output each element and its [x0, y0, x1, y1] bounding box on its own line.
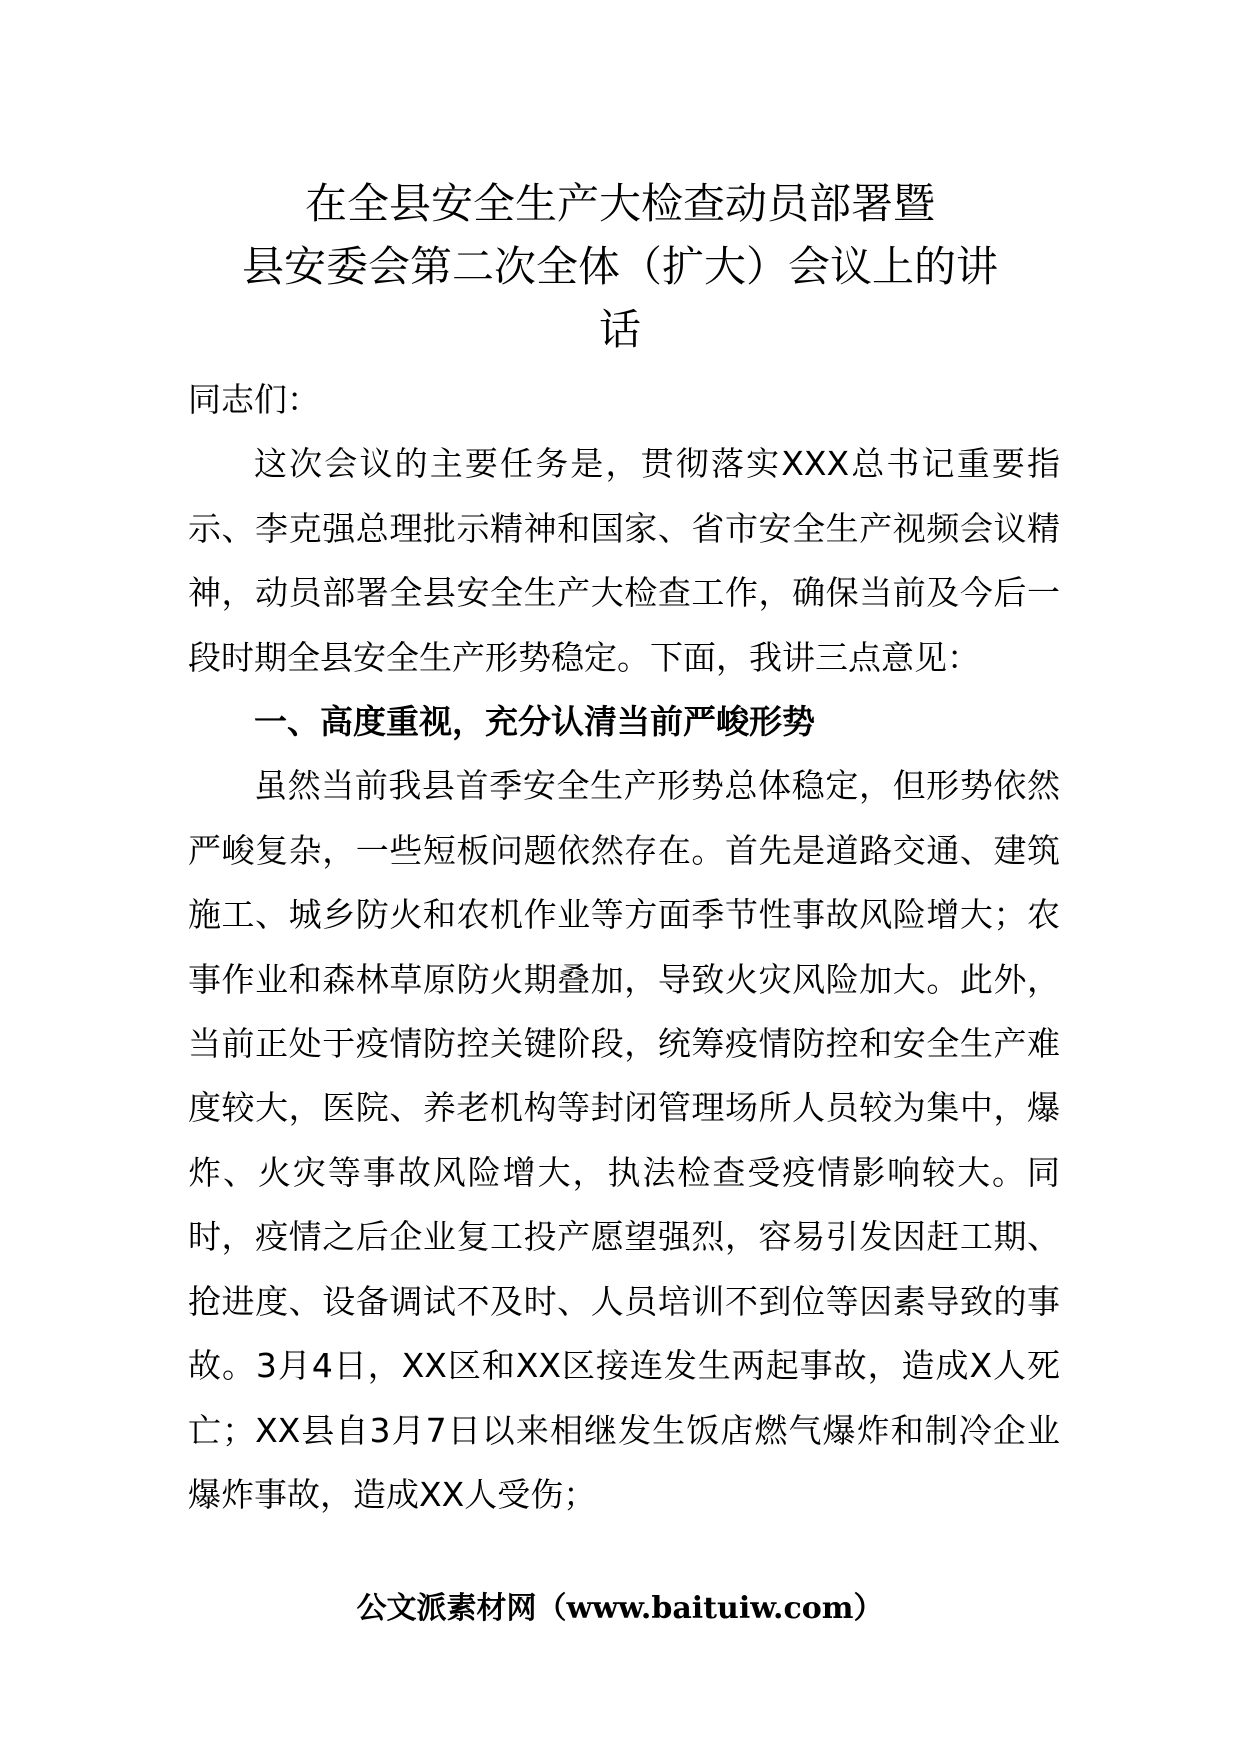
- section-heading-1: 一、高度重视，充分认清当前严峻形势: [254, 702, 815, 742]
- title-line-2: 县安委会第二次全体（扩大）会议上的讲: [241, 242, 998, 291]
- title-line-1: 在全县安全生产大检查动员部署暨: [304, 179, 935, 228]
- document-title: [0, 172, 1240, 361]
- document-body: [188, 368, 1060, 1527]
- paragraph-intro: 这次会议的主要任务是，贯彻落实XXX总书记重要指示、李克强总理批示精神和国家、省市安全生产视频会议精神，动员部署全县安全生产大检查工作，确保当前及今后一段时期全县安全生产形势稳定。下面，我讲三点意见：: [188, 444, 1060, 677]
- salutation: 同志们：: [188, 380, 320, 419]
- title-line-3: 话: [598, 305, 641, 354]
- footer-watermark: 公文派素材网（www.baituiw.com）: [356, 1591, 884, 1626]
- paragraph-situation: 虽然当前我县首季安全生产形势总体稳定，但形势依然严峻复杂，一些短板问题依然存在。首先是道路交通、建筑施工、城乡防火和农机作业等方面季节性事故风险增大；农事作业和森林草原防火期叠加，导致火灾风险加大。此外，当前正处于疫情防控关键阶段，统筹疫情防控和安全生产难度较大，医院、养老机构等封闭管理场所人员较为集中，爆炸、火灾等事故风险增大，执法检查受疫情影响较大。同时，疫情之后企业复工投产愿望强烈，容易引发因赶工期、抢进度、设备调试不及时、人员培训不到位等因素导致的事故。3月4日，XX区和XX区接连发生两起事故，造成X人死亡；XX县自3月7日以来相继发生饭店燃气爆炸和制冷企业爆炸事故，造成XX人受伤；: [188, 766, 1060, 1514]
